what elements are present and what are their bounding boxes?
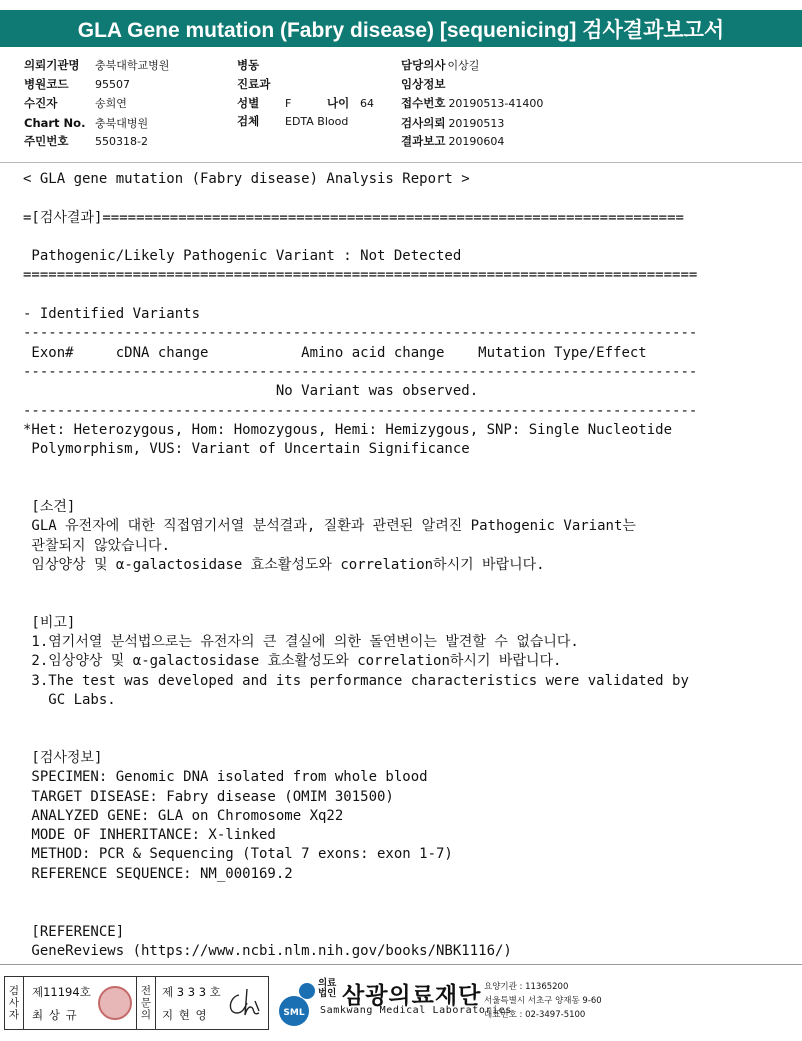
examiner-vertical-label: 검 사 자 — [5, 977, 24, 1029]
report-line: GLA 유전자에 대한 직접염기서열 분석결과, 질환과 관련된 알려진 Pathogenic Variant는 — [23, 518, 636, 535]
lab-contact-info — [484, 980, 602, 1022]
report-line: [소견] — [23, 499, 76, 516]
report-date-value: 20190604 — [448, 134, 505, 148]
signature-box — [4, 976, 269, 1030]
resident-value: 550318-2 — [95, 134, 148, 148]
report-line: - Identified Variants — [23, 306, 201, 323]
sex-value: F — [285, 96, 292, 110]
report-date-label: 결과보고 — [401, 134, 446, 148]
specialist-license: 제 3 3 3 호 — [162, 985, 221, 999]
report-line: TARGET DISEASE: Fabry disease (OMIM 301500) — [23, 788, 394, 805]
report-line: [검사정보] — [23, 749, 103, 766]
report-line — [23, 459, 783, 478]
hospital-label: 의뢰기관명 — [24, 58, 80, 72]
report-line: *Het: Heterozygous, Hom: Homozygous, Hemi: Hemizygous, SNP: Single Nucleotide — [23, 421, 673, 438]
report-line: 3.The test was developed and its performance characteristics were validated by — [23, 672, 689, 689]
report-line: ================================================================================ — [23, 267, 698, 284]
report-line: [비고] — [23, 614, 76, 631]
report-line — [23, 228, 783, 247]
analysis-report-body — [23, 170, 783, 960]
report-line: SPECIMEN: Genomic DNA isolated from whole blood — [23, 769, 428, 786]
chart-label: Chart No. — [24, 116, 86, 130]
report-line: 관찰되지 않았습니다. — [23, 537, 171, 554]
specimen-value: EDTA Blood — [285, 114, 349, 128]
report-line: 2.임상양상 및 α-galactosidase 효소활성도와 correlation하시기 바랍니다. — [23, 653, 562, 670]
doctor-label: 담당의사 — [401, 58, 446, 72]
report-line: Exon# cDNA change Amino acid change Mutation Type/Effect — [23, 344, 647, 361]
code-label: 병원코드 — [24, 77, 69, 91]
chart-value: 충북대병원 — [95, 117, 149, 130]
resident-label: 주민번호 — [24, 134, 69, 148]
report-line — [23, 479, 783, 498]
lab-code: 요양기관 : 11365200 — [484, 982, 569, 992]
hospital-value: 충북대학교병원 — [95, 59, 170, 72]
examiner-license: 제11194호 — [32, 985, 91, 999]
age-value: 64 — [360, 96, 374, 110]
lab-phone: 대표번호 : 02-3497-5100 — [484, 1010, 586, 1020]
report-footer — [0, 964, 802, 1041]
report-line: METHOD: PCR & Sequencing (Total 7 exons: exon 1-7) — [23, 846, 453, 863]
examiner-name: 최 상 규 — [32, 1008, 78, 1022]
request-label: 검사의뢰 — [401, 116, 446, 130]
specimen-label: 검체 — [237, 114, 260, 128]
specialist-vertical-label: 전 문 의 — [136, 977, 156, 1029]
report-line: ANALYZED GENE: GLA on Chromosome Xq22 — [23, 807, 344, 824]
hospital-row — [24, 56, 80, 74]
collector-label: 수진자 — [24, 96, 58, 110]
request-value: 20190513 — [448, 116, 505, 130]
report-line — [23, 730, 783, 749]
report-line: -------------------------------------------------------------------------------- — [23, 325, 698, 342]
doctor-value: 이상길 — [447, 59, 480, 72]
report-line: No Variant was observed. — [23, 383, 479, 400]
report-line: 1.염기서열 분석법으로는 유전자의 큰 결실에 의한 돌연변이는 발견할 수 없습니다. — [23, 634, 579, 651]
lab-address: 서울특별시 서초구 양재동 9-60 — [484, 996, 602, 1006]
report-line: Pathogenic/Likely Pathogenic Variant : Not Detected — [23, 248, 462, 265]
report-line — [23, 595, 783, 614]
organization-english-name: Samkwang Medical Laboratories — [320, 1005, 512, 1016]
receipt-label: 접수번호 — [401, 96, 446, 110]
report-line: < GLA gene mutation (Fabry disease) Analysis Report > — [23, 171, 470, 187]
report-line — [23, 903, 783, 922]
patient-info-panel — [0, 52, 802, 163]
report-line: -------------------------------------------------------------------------------- — [23, 363, 698, 380]
collector-value: 송희연 — [95, 97, 127, 110]
report-line: REFERENCE SEQUENCE: NM_000169.2 — [23, 865, 293, 882]
report-line — [23, 575, 783, 594]
dept-label: 진료과 — [237, 77, 271, 91]
report-line: [REFERENCE] — [23, 923, 125, 940]
svg-text:SML: SML — [283, 1008, 305, 1018]
report-line — [23, 189, 783, 208]
age-label: 나이 — [327, 96, 350, 110]
organization-name: 삼광의료재단 — [342, 983, 482, 1009]
report-line: GeneReviews (https://www.ncbi.nlm.nih.gov/books/NBK1116/) — [23, 942, 512, 959]
report-line: Polymorphism, VUS: Variant of Uncertain Significance — [23, 441, 470, 458]
specialist-signature — [225, 985, 265, 1019]
report-line: =[검사결과]===================================================================== — [23, 209, 684, 226]
report-title: GLA Gene mutation (Fabry disease) [sequenicing] 검사결과보고서 — [0, 10, 802, 47]
code-value: 95507 — [95, 77, 130, 91]
report-line — [23, 884, 783, 903]
report-line: -------------------------------------------------------------------------------- — [23, 402, 698, 419]
clinical-label: 임상정보 — [401, 77, 446, 91]
corp-label: 의료법인 — [318, 978, 337, 999]
report-line: GC Labs. — [23, 692, 116, 709]
receipt-value: 20190513-41400 — [448, 96, 544, 110]
report-line: MODE OF INHERITANCE: X-linked — [23, 827, 276, 844]
sml-logo-icon — [272, 977, 322, 1027]
report-line: 임상양상 및 α-galactosidase 효소활성도와 correlation하시기 바랍니다. — [23, 556, 545, 573]
specialist-name: 지 현 영 — [162, 1008, 208, 1022]
ward-label: 병동 — [237, 58, 260, 72]
report-line — [23, 710, 783, 729]
examiner-seal — [98, 986, 132, 1020]
report-line — [23, 286, 783, 305]
sex-label: 성별 — [237, 96, 260, 110]
